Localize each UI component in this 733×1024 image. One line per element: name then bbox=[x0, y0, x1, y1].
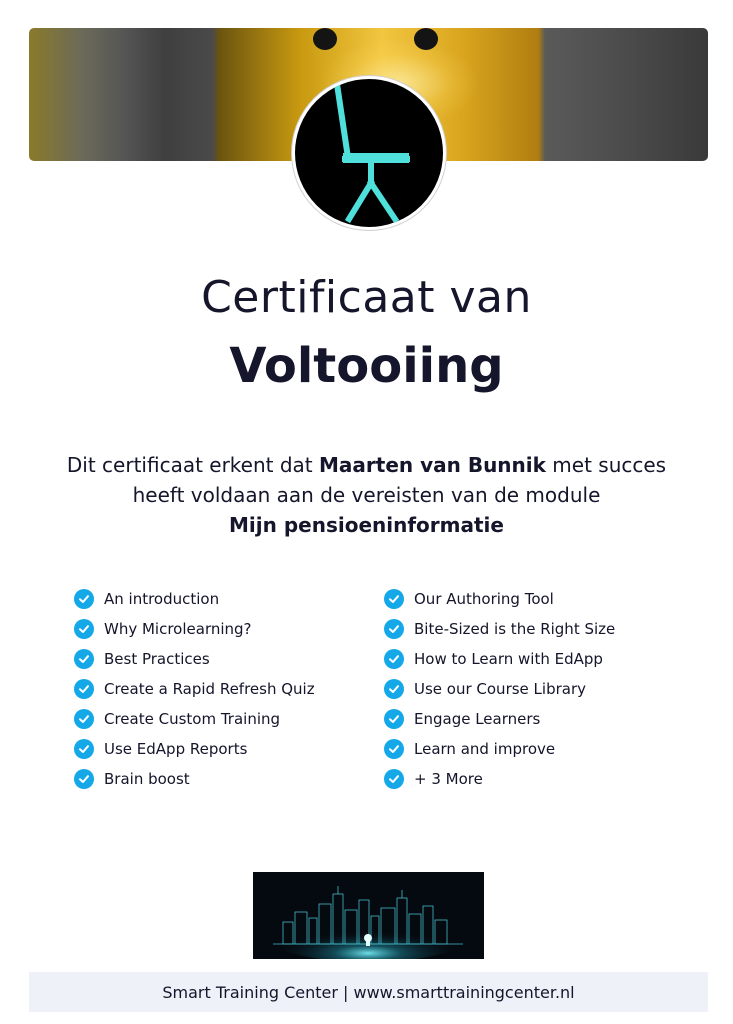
check-circle-icon bbox=[74, 769, 94, 789]
lesson-label: Best Practices bbox=[104, 650, 210, 668]
lesson-label: Create a Rapid Refresh Quiz bbox=[104, 680, 315, 698]
city-skyline-logo-image bbox=[253, 872, 484, 959]
list-item bbox=[384, 644, 684, 674]
lesson-label: Learn and improve bbox=[414, 740, 556, 758]
check-circle-icon bbox=[74, 589, 94, 609]
lesson-label: Our Authoring Tool bbox=[414, 590, 554, 608]
list-item bbox=[74, 734, 374, 764]
module-name: Mijn pensioeninformatie bbox=[229, 513, 504, 537]
certificate-title: Certificaat van bbox=[201, 272, 532, 323]
chair-logo-icon bbox=[292, 76, 446, 230]
lesson-label: Bite-Sized is the Right Size bbox=[414, 620, 616, 638]
list-item bbox=[74, 644, 374, 674]
check-circle-icon bbox=[74, 709, 94, 729]
list-item bbox=[74, 764, 374, 794]
footer-text: Smart Training Center | www.smarttrainingcenter.nl bbox=[162, 982, 575, 1002]
lesson-label: Engage Learners bbox=[414, 710, 541, 728]
list-item bbox=[74, 614, 374, 644]
list-item bbox=[74, 584, 374, 614]
check-circle-icon bbox=[74, 679, 94, 699]
check-circle-icon bbox=[384, 589, 404, 609]
check-circle-icon bbox=[74, 649, 94, 669]
check-circle-icon bbox=[74, 619, 94, 639]
certificate-statement bbox=[60, 450, 673, 540]
list-item bbox=[74, 704, 374, 734]
list-item bbox=[384, 764, 684, 794]
lesson-label: Use our Course Library bbox=[414, 680, 586, 698]
lesson-column-right bbox=[384, 584, 684, 794]
list-item bbox=[384, 614, 684, 644]
check-circle-icon bbox=[384, 649, 404, 669]
list-item bbox=[384, 674, 684, 704]
check-circle-icon bbox=[384, 619, 404, 639]
check-circle-icon bbox=[384, 709, 404, 729]
list-item bbox=[384, 734, 684, 764]
check-circle-icon bbox=[384, 679, 404, 699]
lesson-label: Use EdApp Reports bbox=[104, 740, 248, 758]
recipient-name: Maarten van Bunnik bbox=[319, 453, 546, 477]
certificate-title-emphasis: Voltooiing bbox=[229, 338, 504, 394]
lesson-label: An introduction bbox=[104, 590, 220, 608]
list-item bbox=[74, 674, 374, 704]
lesson-label: Create Custom Training bbox=[104, 710, 281, 728]
lesson-column-left bbox=[74, 584, 374, 794]
lesson-label: Brain boost bbox=[104, 770, 190, 788]
statement-text: Dit certificaat erkent dat bbox=[66, 453, 319, 477]
check-circle-icon bbox=[384, 769, 404, 789]
list-item bbox=[384, 584, 684, 614]
check-circle-icon bbox=[384, 739, 404, 759]
lesson-label: + 3 More bbox=[414, 770, 483, 788]
list-item bbox=[384, 704, 684, 734]
footer-bar bbox=[29, 972, 708, 1012]
lesson-label: Why Microlearning? bbox=[104, 620, 252, 638]
check-circle-icon bbox=[74, 739, 94, 759]
statement-text: met succes heeft voldaan aan de vereisten van de module bbox=[132, 453, 667, 507]
lesson-label: How to Learn with EdApp bbox=[414, 650, 603, 668]
